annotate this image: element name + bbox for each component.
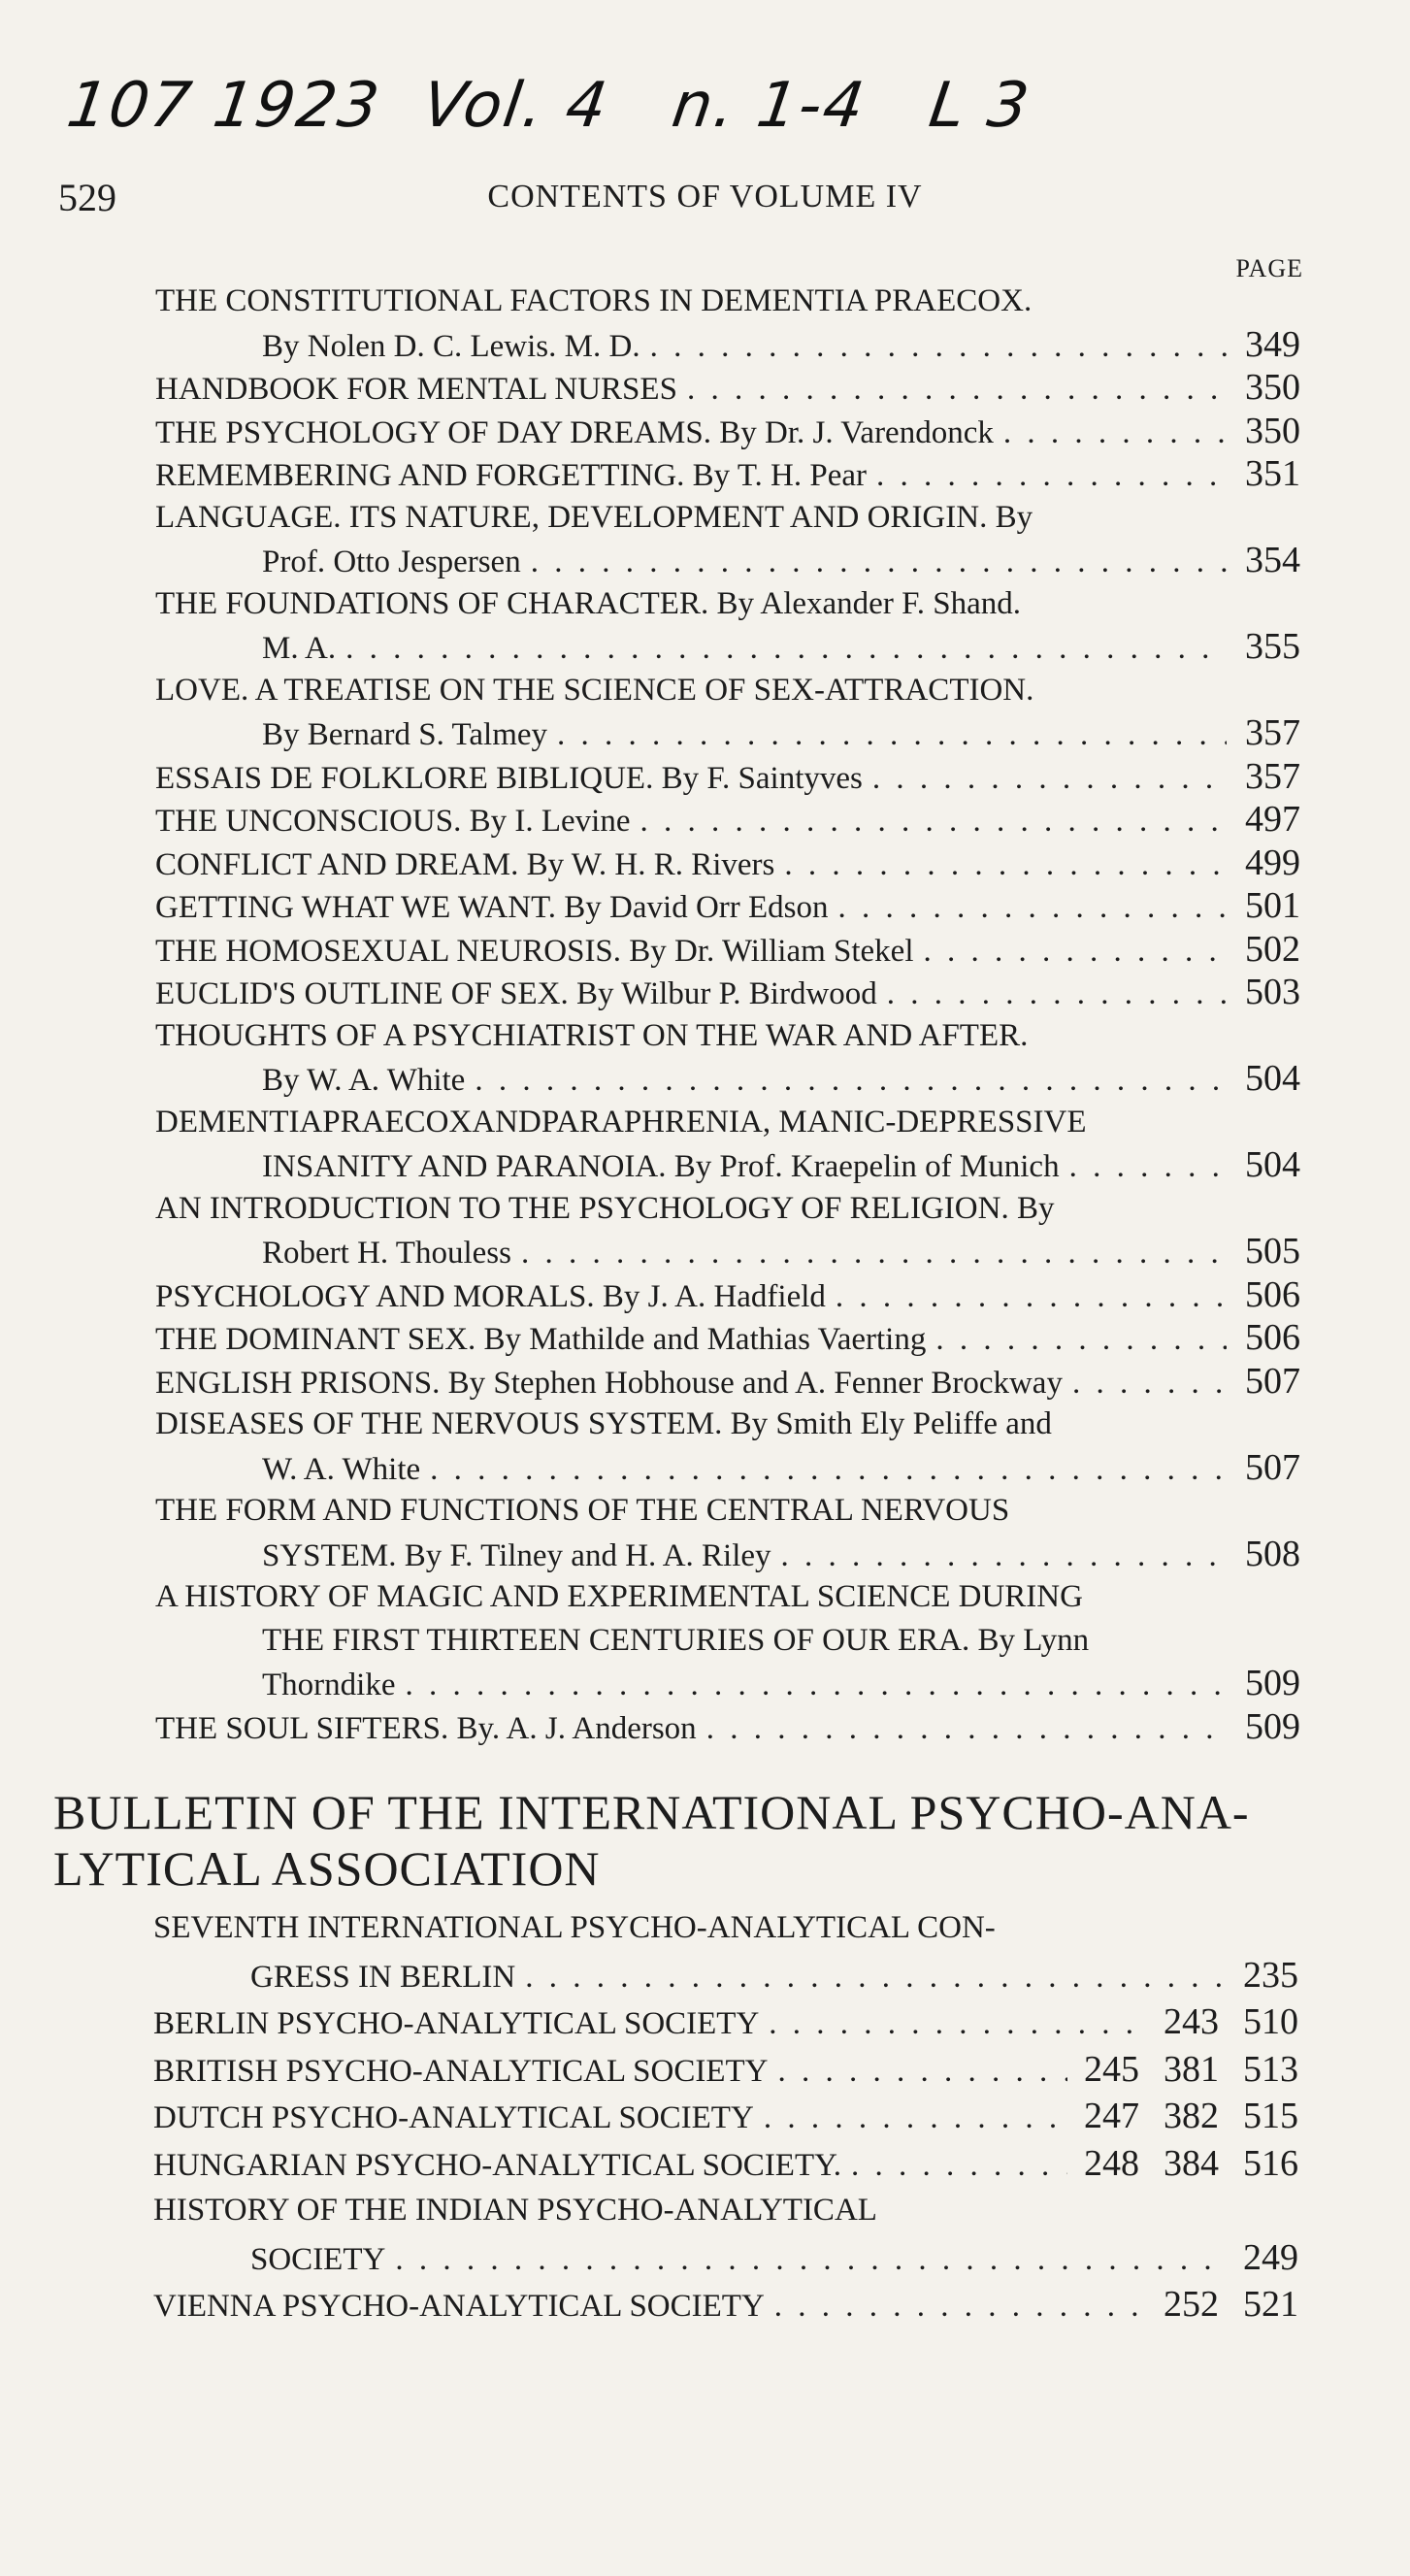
toc-line [155,1316,1300,1360]
entry-title: HISTORY OF THE INDIAN PSYCHO-ANALYTICAL [153,2193,877,2228]
bulletin-heading [53,1784,1315,1897]
entry-title: By Bernard S. Talmey [262,717,548,752]
entry-page: 504 [1245,1058,1300,1099]
bulletin-line [153,2140,1298,2188]
entry-title: SYSTEM. By F. Tilney and H. A. Riley [262,1537,771,1573]
entry-title: THE SOUL SIFTERS. By. A. J. Anderson [155,1710,697,1746]
entry-page: 497 [1245,799,1300,840]
toc-line [155,1403,1300,1446]
entry-page: 506 [1245,1317,1300,1358]
toc-line [155,1360,1300,1404]
toc-entry [155,798,1300,842]
entry-page: 516 [1243,2142,1298,2184]
entry-title: CONFLICT AND DREAM. By W. H. R. Rivers [155,846,775,882]
dot-leader [1069,1145,1227,1187]
entry-title: GRESS IN BERLIN [250,1959,516,1995]
toc-line [155,410,1300,453]
entry-page: 507 [1245,1360,1300,1402]
entry-page: 249 [1243,2236,1298,2278]
entry-page: 235 [1243,1954,1298,1996]
entry-title: A HISTORY OF MAGIC AND EXPERIMENTAL SCIENCE DURING [155,1579,1083,1614]
dot-leader [405,1664,1227,1705]
toc-line [155,1143,1300,1187]
bulletin-line [153,2281,1298,2328]
entry-title: THE HOMOSEXUAL NEUROSIS. By Dr. William Stekel [155,933,914,969]
toc-line [155,971,1300,1014]
dot-leader [531,541,1227,582]
entry-title: SOCIETY [250,2241,386,2277]
entry-page: 243 [1164,2001,1219,2042]
entry-title: THE FOUNDATIONS OF CHARACTER. By Alexander F. Shand. [155,585,1022,621]
toc-entry [155,1316,1300,1360]
bulletin-line [153,2187,1298,2234]
entry-page: 245 [1084,2048,1139,2090]
toc-line [155,1662,1300,1705]
dot-leader [1072,1362,1227,1404]
entry-title: THE DOMINANT SEX. By Mathilde and Mathias Vaerting [155,1322,927,1357]
dot-leader [851,2142,1067,2188]
toc-line [155,1273,1300,1317]
toc-line [155,711,1300,755]
entry-page: 350 [1245,367,1300,408]
entry-pages [1077,2140,1298,2188]
entry-page: 502 [1245,928,1300,970]
toc-line [155,1187,1300,1231]
bulletin-heading-line: LYTICAL ASSOCIATION [53,1841,601,1896]
bulletin-entry [153,2281,1298,2328]
toc-entry [155,366,1300,410]
entry-page: 506 [1245,1273,1300,1315]
entry-page: 357 [1245,712,1300,753]
dot-leader [521,1232,1227,1273]
toc-entry [155,1403,1300,1489]
entry-page: 355 [1245,626,1300,667]
dot-leader [769,2000,1147,2046]
entry-page: 350 [1245,410,1300,451]
entry-title: INSANITY AND PARANOIA. By Prof. Kraepelin of Munich [262,1149,1060,1184]
toc-entry [155,669,1300,755]
toc-line [155,323,1300,367]
bulletin-line [153,1952,1298,1999]
toc-line [155,798,1300,842]
dot-leader [639,800,1227,842]
toc-line [155,755,1300,799]
toc-line [155,496,1300,540]
toc-line [155,1533,1300,1576]
entry-title: THE FIRST THIRTEEN CENTURIES OF OUR ERA. By Lynn [262,1622,1090,1658]
bulletin-entry [153,2140,1298,2188]
entry-title: By Nolen D. C. Lewis. M. D. [262,328,640,364]
entry-title: Prof. Otto Jespersen [262,545,521,579]
entry-title: W. A. White [262,1451,421,1487]
page-column-label: PAGE [1235,254,1303,282]
bulletin-entry [153,2046,1298,2094]
entry-page: 247 [1084,2096,1139,2136]
entry-title: THOUGHTS OF A PSYCHIATRIST ON THE WAR AND AFTER. [155,1017,1029,1053]
entry-title: ESSAIS DE FOLKLORE BIBLIQUE. By F. Saintyves [155,760,863,796]
entry-title: LANGUAGE. ITS NATURE, DEVELOPMENT AND ORIGIN. By [155,499,1033,535]
dot-leader [1003,412,1227,453]
toc-entry [155,842,1300,885]
toc-entry [155,280,1300,366]
entry-page: 499 [1245,842,1300,883]
bulletin-line [153,2046,1298,2094]
toc-entry [155,410,1300,453]
bulletin-line [153,2234,1298,2282]
entry-page: 515 [1243,2096,1298,2136]
toc-line [155,1446,1300,1490]
entry-title: VIENNA PSYCHO-ANALYTICAL SOCIETY [153,2289,765,2324]
entry-page: 248 [1084,2142,1139,2184]
toc-entry [155,1187,1300,1273]
handwritten-annotation: 107 1923 Vol. 4 n. 1-4 L 3 [62,70,1035,142]
entry-title: EUCLID'S OUTLINE OF SEX. By Wilbur P. Birdwood [155,976,877,1011]
dot-leader [777,2048,1067,2094]
dot-leader [395,2236,1227,2282]
entry-pages [1236,2234,1298,2282]
toc-line [155,928,1300,972]
dot-leader [924,930,1228,972]
toc-line [155,1057,1300,1101]
entry-page: 510 [1243,2001,1298,2042]
entry-title: M. A. [262,631,337,666]
dot-leader [687,368,1227,410]
entry-title: By W. A. White [262,1063,466,1098]
dot-leader [650,325,1227,367]
toc-entry [155,755,1300,799]
entry-pages [1157,1998,1298,2046]
entry-pages [1236,1952,1298,1999]
entry-page: 513 [1243,2048,1298,2090]
toc-entry [155,496,1300,582]
entry-pages [1077,2046,1298,2094]
dot-leader [781,1535,1227,1576]
toc-line [155,1489,1300,1533]
toc-line [155,884,1300,928]
toc-entry [155,1273,1300,1317]
entry-title: DISEASES OF THE NERVOUS SYSTEM. By Smith Ely Peliffe and [155,1406,1052,1441]
bulletin-line [153,2093,1298,2140]
toc-line [155,1230,1300,1273]
toc-entry [155,1489,1300,1575]
toc-entry [155,582,1300,669]
dot-leader [430,1448,1227,1490]
entry-page: 505 [1245,1231,1300,1271]
entry-page: 504 [1245,1144,1300,1185]
entry-title: HANDBOOK FOR MENTAL NURSES [155,372,677,407]
bulletin-list [153,1904,1298,2328]
dot-leader [872,757,1227,799]
toc-entry [155,884,1300,928]
entry-title: ENGLISH PRISONS. By Stephen Hobhouse and A. Fenner Brockway [155,1365,1063,1401]
entry-title: PSYCHOLOGY AND MORALS. By J. A. Hadfield [155,1278,826,1314]
dot-leader [887,973,1227,1014]
bulletin-entry [153,1998,1298,2046]
entry-page: 382 [1164,2096,1219,2136]
dot-leader [784,843,1227,885]
toc-line [155,582,1300,626]
dot-leader [557,713,1227,755]
toc-entry [155,928,1300,972]
dot-leader [935,1318,1227,1360]
toc-line [155,1575,1300,1619]
entry-title: THE UNCONSCIOUS. By I. Levine [155,804,631,839]
entry-title: DUTCH PSYCHO-ANALYTICAL SOCIETY [153,2100,754,2135]
toc-entry [155,1575,1300,1705]
bulletin-line [153,1998,1298,2046]
toc-line [155,1014,1300,1058]
entry-page: 384 [1164,2142,1219,2184]
toc-line [155,842,1300,885]
entry-page: 508 [1245,1533,1300,1574]
toc-entry [155,1705,1300,1749]
entry-title: Thorndike [262,1668,396,1702]
toc-line [155,1705,1300,1749]
entry-title: AN INTRODUCTION TO THE PSYCHOLOGY OF RELIGION. By [155,1190,1055,1226]
toc-line [155,452,1300,496]
entry-title: Robert H. Thouless [262,1236,511,1271]
contents-list [155,280,1300,1748]
entry-page: 252 [1164,2284,1219,2325]
toc-line [155,280,1300,323]
toc-line [155,366,1300,410]
entry-title: THE CONSTITUTIONAL FACTORS IN DEMENTIA PRAECOX. [155,283,1033,318]
toc-entry [155,1014,1300,1101]
toc-line [155,539,1300,582]
entry-page: 357 [1245,755,1300,797]
entry-title: HUNGARIAN PSYCHO-ANALYTICAL SOCIETY. [153,2147,841,2183]
entry-title: THE FORM AND FUNCTIONS OF THE CENTRAL NERVOUS [155,1493,1010,1528]
bulletin-entry [153,2187,1298,2281]
toc-entry [155,452,1300,496]
entry-title: BERLIN PSYCHO-ANALYTICAL SOCIETY [153,2006,760,2041]
toc-line [155,625,1300,669]
entry-page: 503 [1245,972,1300,1012]
toc-line [155,1101,1300,1144]
entry-title: SEVENTH INTERNATIONAL PSYCHO-ANALYTICAL CON- [153,1910,996,1945]
entry-page: 349 [1245,323,1300,365]
entry-page: 509 [1245,1705,1300,1747]
entry-title: REMEMBERING AND FORGETTING. By T. H. Pear [155,458,868,493]
entry-title: LOVE. A TREATISE ON THE SCIENCE OF SEX-ATTRACTION. [155,672,1034,708]
bulletin-line [153,1904,1298,1952]
entry-page: 507 [1245,1446,1300,1488]
entry-title: BRITISH PSYCHO-ANALYTICAL SOCIETY [153,2053,769,2089]
dot-leader [475,1059,1227,1101]
dot-leader [836,1275,1227,1317]
entry-page: 509 [1245,1663,1300,1703]
running-head: CONTENTS OF VOLUME IV [487,179,923,215]
entry-page: 501 [1245,885,1300,926]
bulletin-entry [153,2093,1298,2140]
toc-line [155,1619,1300,1663]
entry-page: 354 [1245,540,1300,580]
entry-page: 521 [1243,2284,1298,2325]
entry-title: DEMENTIAPRAECOXANDPARAPHRENIA, MANIC-DEPRESSIVE [155,1104,1087,1139]
toc-entry [155,971,1300,1014]
dot-leader [706,1707,1227,1749]
entry-title: THE PSYCHOLOGY OF DAY DREAMS. By Dr. J. Varendonck [155,414,994,450]
dot-leader [764,2095,1067,2140]
bulletin-heading-line: BULLETIN OF THE INTERNATIONAL PSYCHO-ANA- [53,1785,1250,1839]
entry-page: 351 [1245,453,1300,494]
dot-leader [525,1954,1227,1999]
dot-leader [876,454,1227,496]
toc-entry [155,1101,1300,1187]
toc-entry [155,1360,1300,1404]
toc-line [155,669,1300,712]
bulletin-entry [153,1904,1298,1998]
dot-leader [774,2283,1147,2328]
page-number: 529 [58,176,116,219]
entry-pages [1077,2093,1298,2140]
entry-page: 381 [1164,2048,1219,2090]
dot-leader [345,627,1227,669]
entry-title: GETTING WHAT WE WANT. By David Orr Edson [155,890,829,925]
dot-leader [838,886,1227,928]
entry-pages [1157,2281,1298,2328]
